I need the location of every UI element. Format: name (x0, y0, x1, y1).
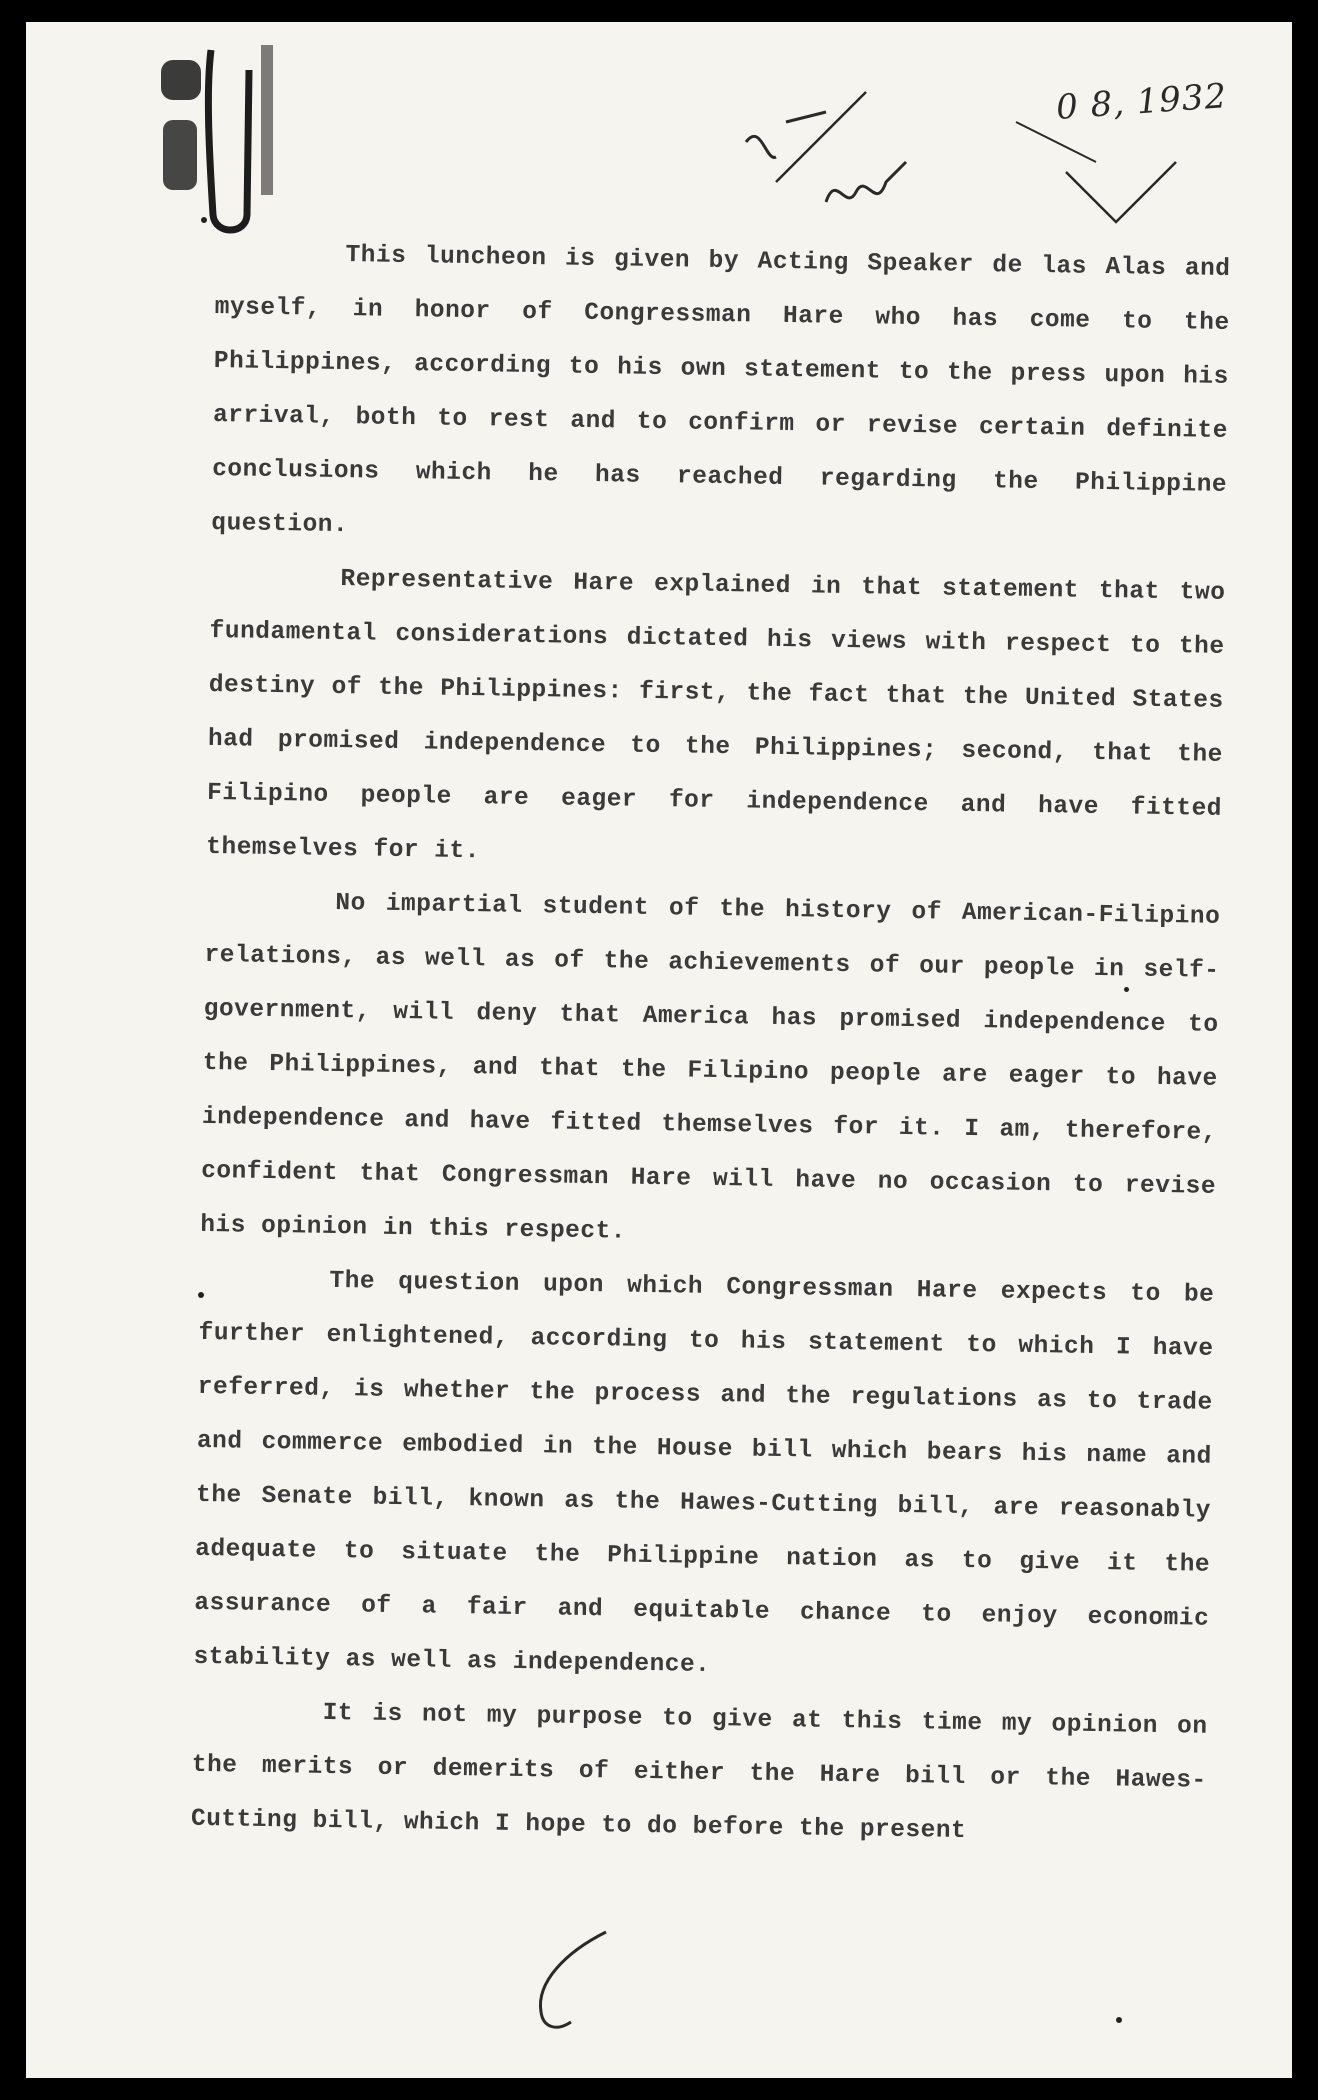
paper-clip-mark (151, 30, 321, 240)
ink-speck (1116, 2017, 1122, 2023)
handwritten-stroke (526, 1922, 646, 2042)
paragraph: The question upon which Congressman Hare expects to be further enlightened, according to his statement to which I have referred, is whether the process and the regulations as to trade and commerce embodied in the House bill which bears his name and the Senate bill, known as the Hawes-Cutting bill, are reasonably adequate to situate the Philippine nation as to give it the assurance of a fair and equitable chance to enjoy economic stability as well as independence. (193, 1267, 1215, 1679)
paragraph: This luncheon is given by Acting Speaker de las Alas and myself, in honor of Congressman Hare who has come to the Philippines, according to his own statement to the press upon his arrival, both to rest and to confirm or revise certain definite conclusions which he has reached regarding the Philippine question. (211, 242, 1231, 540)
date-annotation: 0 8, 1932 (1054, 76, 1229, 128)
paragraph: Representative Hare explained in that statement that two fundamental considerations dictated his views with respect to the destiny of the Philippines: first, the fact that the United States had promised independence to the Philippines; second, that the Filipino people are eager for independence and have fitted themselves for it. (206, 566, 1226, 866)
paragraph: No impartial student of the history of American-Filipino relations, as well as of the achievements of our people in self-government, will deny that America has promised independence to the Philippines, and that the Filipino people are eager to have independence and have fitted themselves for it. I am, therefore, confident that Congressman Hare will have no occasion to revise his opinion in this respect. (200, 889, 1221, 1246)
paragraph: It is not my purpose to give at this time my opinion on the merits or demerits of either the Hare bill or the Hawes-Cutting bill, which I hope to do before the present (190, 1699, 1208, 1845)
ink-speck (198, 1292, 204, 1298)
letter-body (191, 227, 1231, 1863)
ink-speck (1124, 987, 1129, 992)
handwritten-marks (716, 62, 1196, 262)
ink-speck (201, 217, 207, 223)
document-page (26, 22, 1292, 2078)
